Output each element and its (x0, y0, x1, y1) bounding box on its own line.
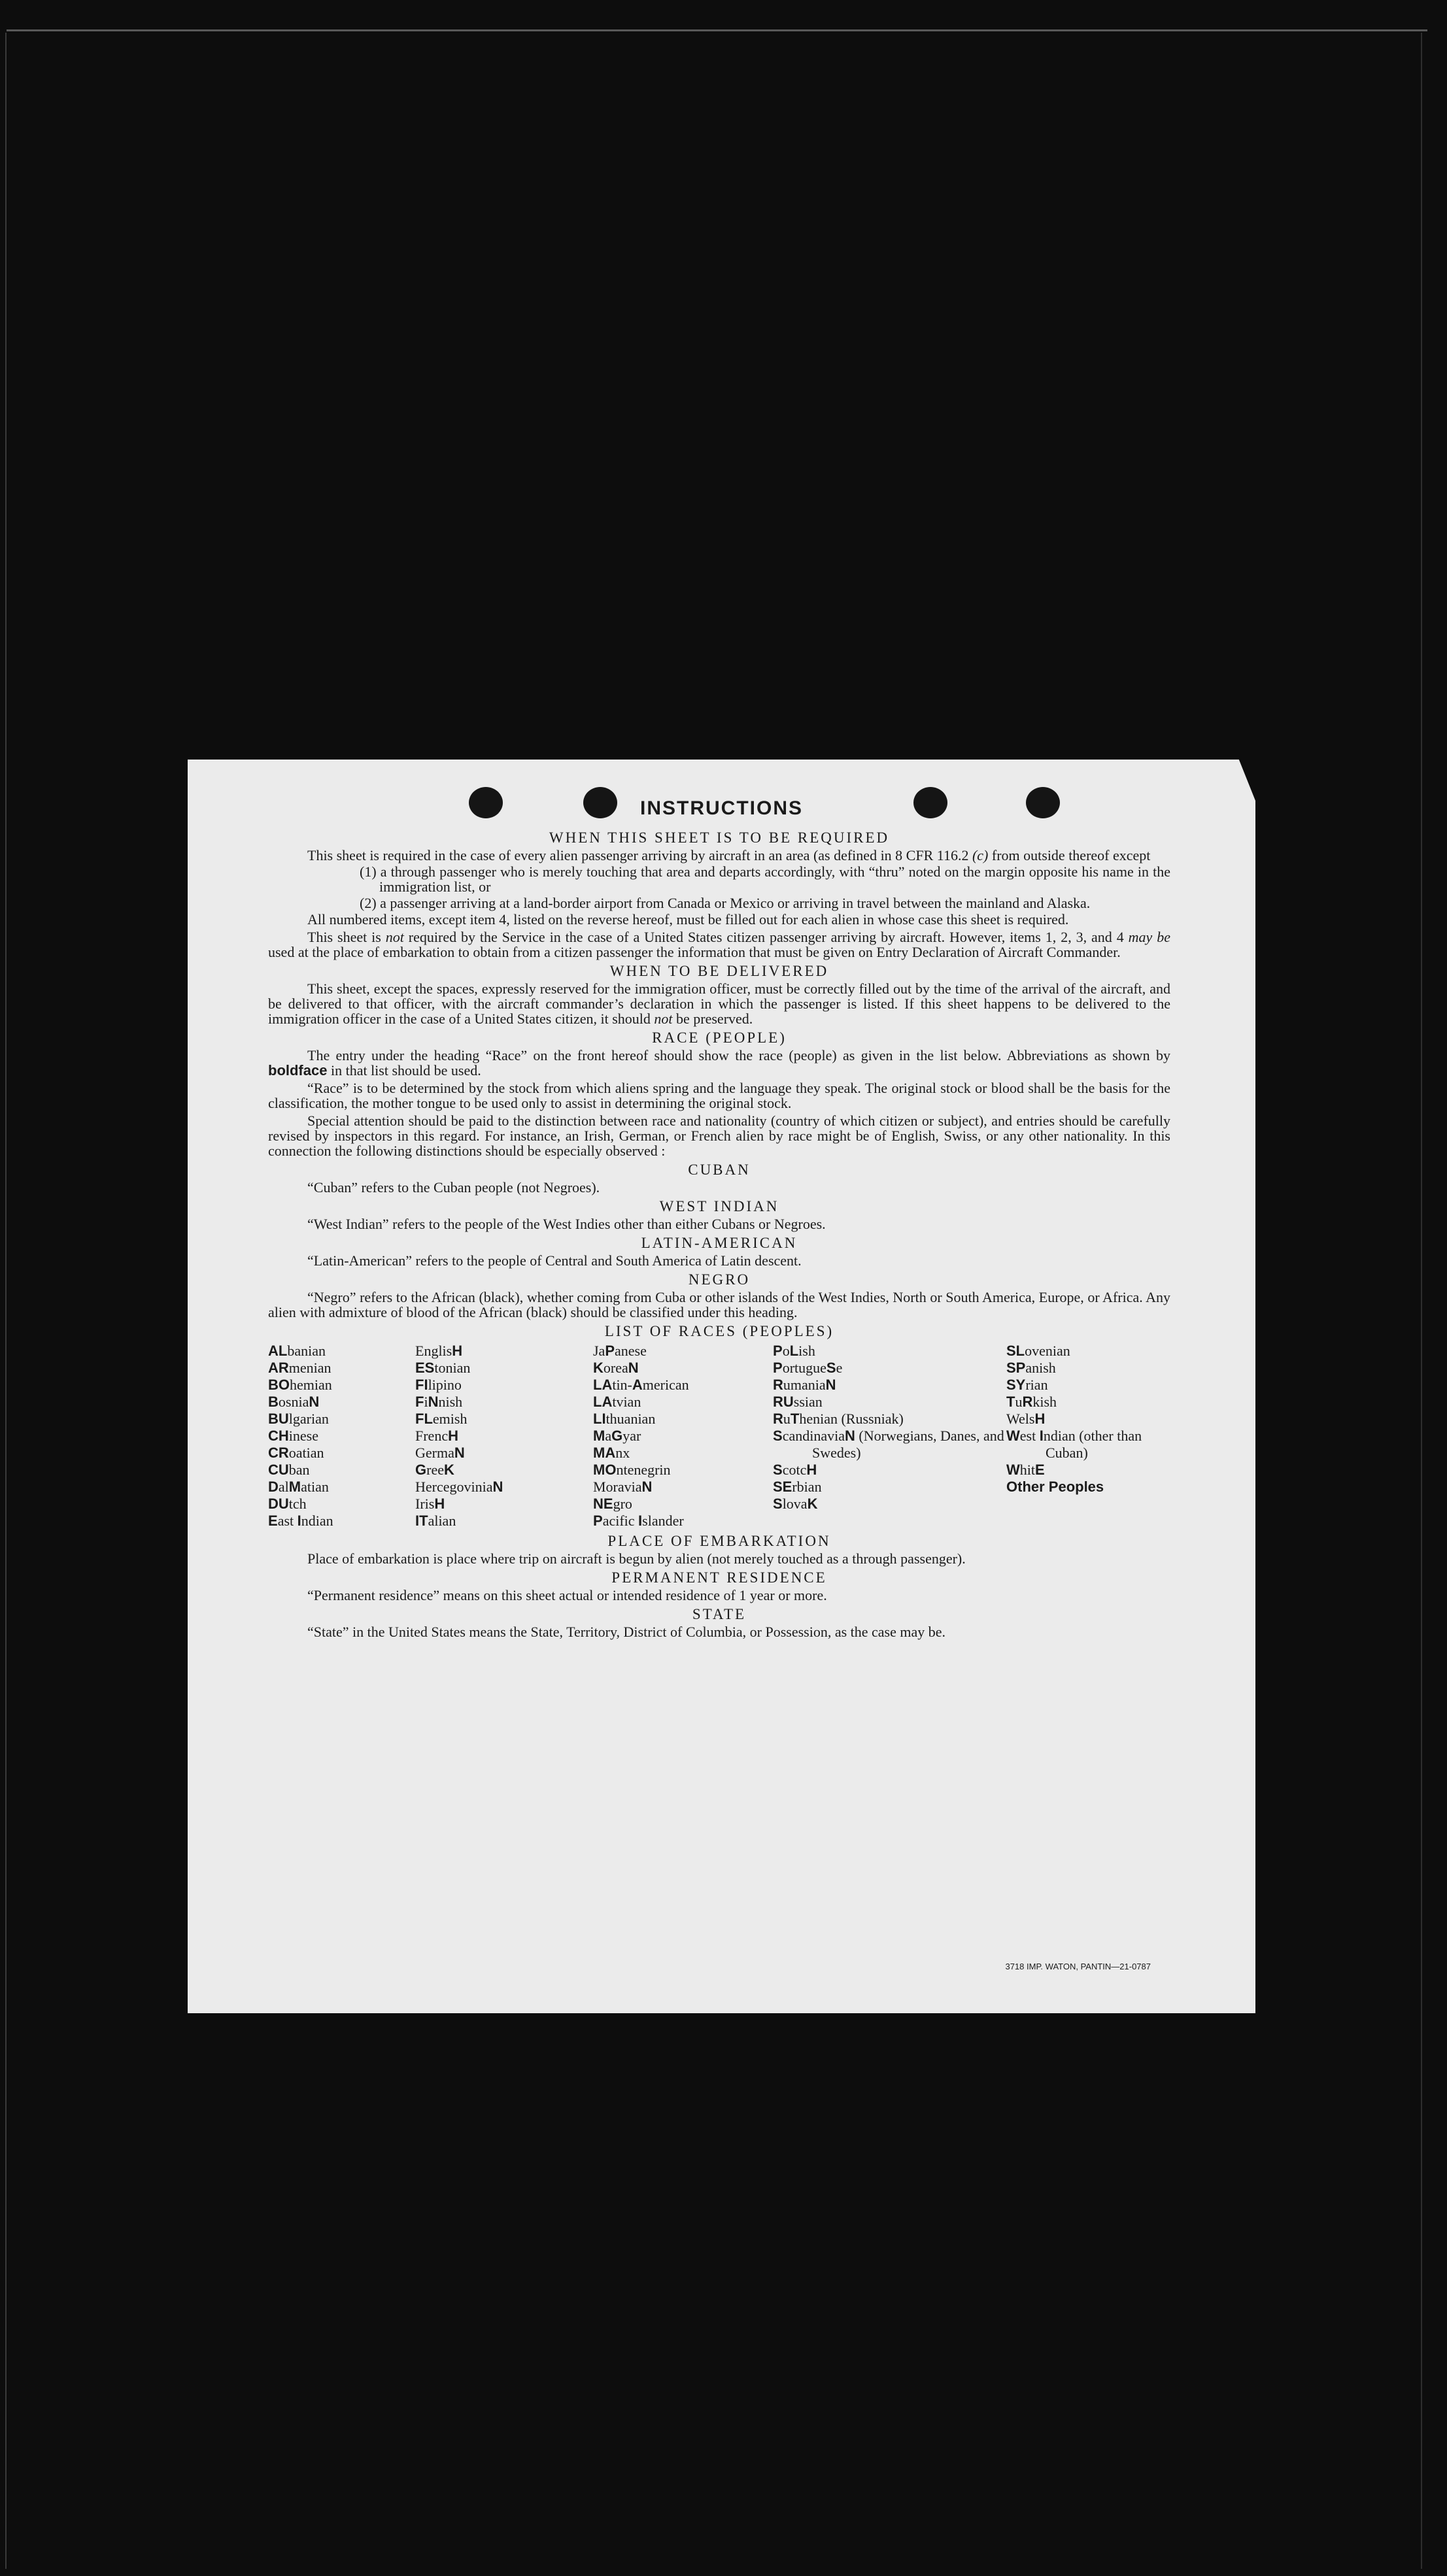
race-entry: BosniaN (268, 1394, 320, 1410)
film-right-edge (1421, 33, 1422, 2569)
race-entry: ScandinaviaN (Norwegians, Danes, and Swedes) (773, 1428, 1004, 1461)
race-entry: MOntenegrin (593, 1462, 671, 1478)
race-column (1006, 1343, 1176, 1530)
definition: “Permanent residence” means on this sheet actual or intended residence of 1 year or more. (307, 1587, 827, 1603)
race-column (268, 1343, 415, 1530)
race-entry: PoLish (773, 1343, 815, 1359)
race-entry: EnglisH (415, 1343, 463, 1359)
section-heading: WEST INDIAN (659, 1198, 779, 1214)
section-heading: LIST OF RACES (PEOPLES) (604, 1323, 834, 1339)
exception-item: (2) a passenger arriving at a land-border airport from Canada or Mexico or arriving in travel between the mainland and Alaska. (360, 895, 1091, 911)
paragraph: This sheet is required in the case of every alien passenger arriving by aircraft in an area (as defined in 8 CFR 116.2 (c) from outside thereof except (307, 847, 1151, 863)
film-left-edge (5, 33, 7, 2569)
race-entry: WhitE (1006, 1462, 1045, 1478)
race-entry: SYrian (1006, 1377, 1048, 1393)
race-entry: West Indian (other than Cuban) (1006, 1428, 1142, 1461)
race-entry: FiNnish (415, 1394, 463, 1410)
race-entry: SLovenian (1006, 1343, 1070, 1359)
race-entry: MoraviaN (593, 1479, 653, 1495)
section-heading: RACE (PEOPLE) (652, 1029, 787, 1046)
race-entry: JaPanese (593, 1343, 647, 1359)
printer-imprint: 3718 IMP. WATON, PANTIN—21-0787 (1005, 1962, 1151, 1971)
definition: “Latin-American” refers to the people of Central and South America of Latin descent. (307, 1252, 802, 1269)
race-entry: RUssian (773, 1394, 823, 1410)
race-column (593, 1343, 773, 1530)
film-top-edge (7, 29, 1427, 31)
section-heading: WHEN THIS SHEET IS TO BE REQUIRED (549, 829, 890, 846)
race-entry: Other Peoples (1006, 1479, 1104, 1495)
race-entry: ARmenian (268, 1360, 332, 1376)
race-column (773, 1343, 1006, 1530)
race-entry: DUtch (268, 1496, 307, 1512)
race-entry: FIlipino (415, 1377, 462, 1393)
race-list (268, 1343, 1170, 1530)
race-entry: MaGyar (593, 1428, 641, 1444)
page-title: INSTRUCTIONS (640, 797, 803, 819)
definition: “West Indian” refers to the people of the West Indies other than either Cubans or Negroes. (307, 1216, 826, 1232)
race-entry: FLemish (415, 1411, 468, 1427)
race-entry: EStonian (415, 1360, 471, 1376)
section-heading: PERMANENT RESIDENCE (611, 1569, 827, 1586)
instruction-sheet (188, 760, 1255, 2013)
exception-item: (1) a through passenger who is merely touching that area and departs accordingly, with “thru” noted on the margin opposite his name in the immigration list, or (360, 863, 1170, 895)
race-entry: GermaN (415, 1445, 465, 1461)
race-entry: HercegoviniaN (415, 1479, 503, 1495)
race-entry: PortugueSe (773, 1360, 843, 1376)
race-entry: NEgro (593, 1496, 632, 1512)
paragraph: The entry under the heading “Race” on the front hereof should show the race (people) as given in the list below. Abbreviations as shown by boldface in that list should be used. (268, 1047, 1170, 1079)
paragraph: All numbered items, except item 4, listed on the reverse hereof, must be filled out for each alien in whose case this sheet is required. (307, 911, 1069, 928)
race-entry: SErbian (773, 1479, 822, 1495)
section-heading: WHEN TO BE DELIVERED (609, 963, 829, 979)
race-entry: SPanish (1006, 1360, 1056, 1376)
race-entry: ALbanian (268, 1343, 326, 1359)
race-entry: KoreaN (593, 1360, 639, 1376)
section-heading: CUBAN (688, 1162, 751, 1178)
definition: “Negro” refers to the African (black), whether coming from Cuba or other islands of the West Indies, North or South America, Europe, or Africa. Any alien with admixture of blood of the African (black) should be classified under this heading. (268, 1289, 1170, 1320)
race-entry: SlovaK (773, 1496, 818, 1512)
paragraph: Special attention should be paid to the distinction between race and nationality (country of which citizen or subject), and entries should be carefully revised by inspectors in this regard. For instance, an Irish, German, or French alien by race might be of English, Swiss, or any other nationality. In this connection the following distinctions should be especially observed : (268, 1112, 1170, 1159)
race-entry: DalMatian (268, 1479, 329, 1495)
section-heading: PLACE OF EMBARKATION (607, 1533, 831, 1549)
definition: “Cuban” refers to the Cuban people (not Negroes). (307, 1179, 600, 1196)
race-column (415, 1343, 593, 1530)
paragraph: This sheet, except the spaces, expressly reserved for the immigration officer, must be correctly filled out by the time of the arrival of the aircraft, and be delivered to that officer, with the aircraft commander’s declaration in which the passenger is listed. If this sheet happens to be delivered to the immigration officer in the case of a United States citizen, it should not be preserved. (268, 980, 1170, 1027)
race-entry: ITalian (415, 1513, 456, 1529)
race-entry: LAtin-American (593, 1377, 689, 1393)
race-entry: LIthuanian (593, 1411, 656, 1427)
race-entry: Pacific Islander (593, 1513, 684, 1529)
section-heading: LATIN-AMERICAN (641, 1235, 798, 1251)
race-entry: BOhemian (268, 1377, 332, 1393)
sheet-content (268, 826, 1170, 1641)
definition: Place of embarkation is place where trip on aircraft is begun by alien (not merely touched as a through passenger). (307, 1550, 966, 1567)
race-entry: ScotcH (773, 1462, 817, 1478)
race-entry: IrisH (415, 1496, 445, 1512)
race-entry: MAnx (593, 1445, 630, 1461)
race-entry: GreeK (415, 1462, 454, 1478)
race-entry: WelsH (1006, 1411, 1046, 1427)
race-entry: CRoatian (268, 1445, 324, 1461)
paragraph: This sheet is not required by the Service in the case of a United States citizen passenger arriving by aircraft. However, items 1, 2, 3, and 4 may be used at the place of embarkation to obtain from a citizen passenger the information that must be given on Entry Declaration of Aircraft Commander. (268, 929, 1170, 960)
definition: “State” in the United States means the State, Territory, District of Columbia, or Possession, as the case may be. (307, 1624, 946, 1640)
race-entry: RuThenian (Russniak) (773, 1411, 904, 1427)
paragraph: “Race” is to be determined by the stock from which aliens spring and the language they speak. The original stock or blood shall be the basis for the classification, the mother tongue to be used only to assist in determining the original stock. (268, 1080, 1170, 1111)
race-entry: East Indian (268, 1513, 333, 1529)
race-entry: CUban (268, 1462, 310, 1478)
race-entry: RumaniaN (773, 1377, 836, 1393)
race-entry: TuRkish (1006, 1394, 1057, 1410)
section-heading: STATE (692, 1606, 747, 1622)
race-entry: FrencH (415, 1428, 458, 1444)
section-heading: NEGRO (688, 1271, 751, 1288)
race-entry: LAtvian (593, 1394, 641, 1410)
race-entry: CHinese (268, 1428, 318, 1444)
race-entry: BUlgarian (268, 1411, 329, 1427)
